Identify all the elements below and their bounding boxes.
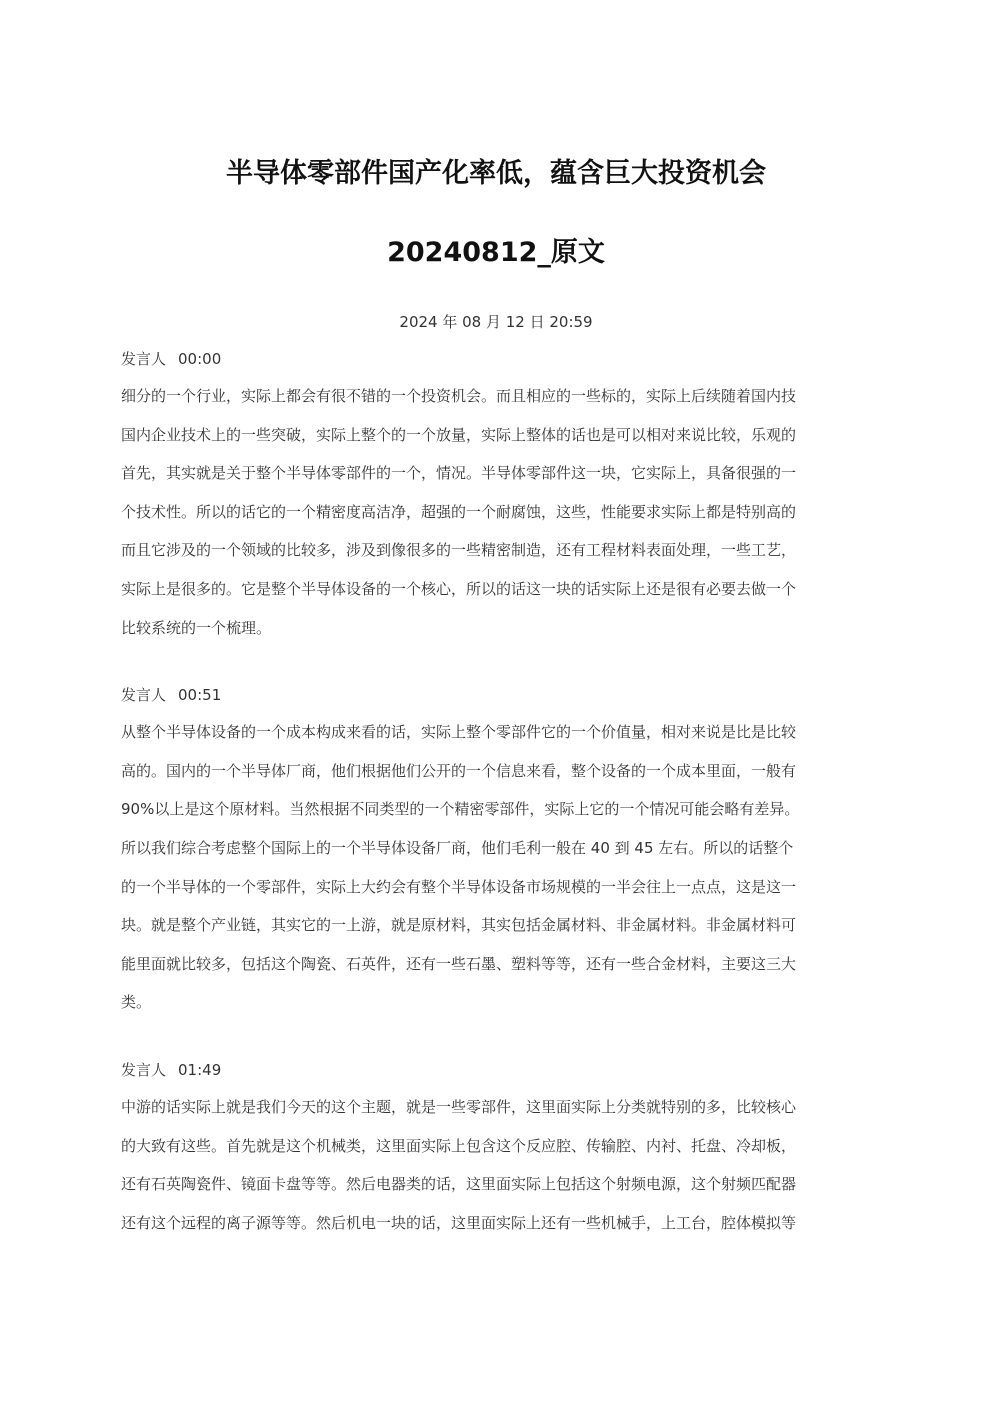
transcript-line: 首先，其实就是关于整个半导体零部件的一个，情况。半导体零部件这一块，它实际上，具备很强的一 [121,464,797,483]
transcript-section [121,677,881,1022]
speaker-name: 发言人 [121,350,167,368]
transcript-line: 个技术性。所以的话它的一个精密度高洁净，超强的一个耐腐蚀，这些，性能要求实际上都是特别高的 [121,502,797,521]
speaker-name: 发言人 [121,686,167,705]
document-timestamp: 2024 年 08 月 12 日 20:59 [399,313,593,331]
transcript-line: 的一个半导体的一个零部件，实际上大约会有整个半导体设备市场规模的一半会往上一点点，这是这一 [121,877,797,896]
transcript-line: 实际上是很多的。它是整个半导体设备的一个核心，所以的话这一块的话实际上还是很有必要去做一个 [121,579,797,598]
transcript-line: 还有石英陶瓷件、镜面卡盘等等。然后电器类的话，这里面实际上包括这个射频电源，这个射频匹配器 [121,1175,797,1194]
transcript-line: 90%以上是这个原材料。当然根据不同类型的一个精密零部件，实际上它的一个情况可能会略有差异。 [121,800,800,819]
transcript-line: 比较系统的一个梳理。 [121,618,272,637]
transcript-line: 从整个半导体设备的一个成本构成来看的话，实际上整个零部件它的一个价值量，相对来说是比是比较 [121,723,797,742]
document-title-date-suffix: 20240812_原文 [387,237,605,268]
transcript-line: 的大致有这些。首先就是这个机械类，这里面实际上包含这个反应腔、传输腔、内衬、托盘、冷却板， [121,1136,797,1155]
speaker-timestamp: 00:00 [178,350,222,368]
transcript-paragraph [121,1088,881,1242]
transcript-body [121,341,881,1272]
speaker-header [121,1052,881,1088]
transcript-section [121,1052,881,1242]
transcript-paragraph [121,713,881,1022]
transcript-line: 中游的话实际上就是我们今天的这个主题，就是一些零部件，这里面实际上分类就特别的多，比较核心 [121,1097,797,1116]
transcript-section [121,341,881,647]
transcript-paragraph [121,377,881,647]
transcript-line: 高的。国内的一个半导体厂商，他们根据他们公开的一个信息来看，整个设备的一个成本里面，一般有 [121,761,797,780]
speaker-timestamp: 01:49 [178,1060,222,1079]
document-title: 半导体零部件国产化率低，蕴含巨大投资机会 [226,158,766,189]
transcript-line: 类。 [121,993,152,1012]
transcript-line: 还有这个远程的离子源等等。然后机电一块的话，这里面实际上还有一些机械手，上工台，腔体模拟等 [121,1213,797,1232]
transcript-line: 能里面就比较多，包括这个陶瓷、石英件，还有一些石墨、塑料等等，还有一些合金材料，主要这三大 [121,954,797,973]
transcript-line: 国内企业技术上的一些突破，实际上整个的一个放量，实际上整体的话也是可以相对来说比较，乐观的 [121,425,797,444]
transcript-line: 所以我们综合考虑整个国际上的一个半导体设备厂商，他们毛利一般在 40 到 45 左右。所以的话整个 [121,838,794,857]
speaker-name: 发言人 [121,1060,167,1079]
transcript-line: 而且它涉及的一个领域的比较多，涉及到像很多的一些精密制造，还有工程材料表面处理，一些工艺， [121,541,797,560]
speaker-timestamp: 00:51 [178,686,222,705]
speaker-header [121,341,881,377]
transcript-line: 细分的一个行业，实际上都会有很不错的一个投资机会。而且相应的一些标的，实际上后续随着国内技 [121,387,797,405]
transcript-line: 块。就是整个产业链，其实它的一上游，就是原材料，其实包括金属材料、非金属材料。非金属材料可 [121,916,797,935]
speaker-header [121,677,881,713]
